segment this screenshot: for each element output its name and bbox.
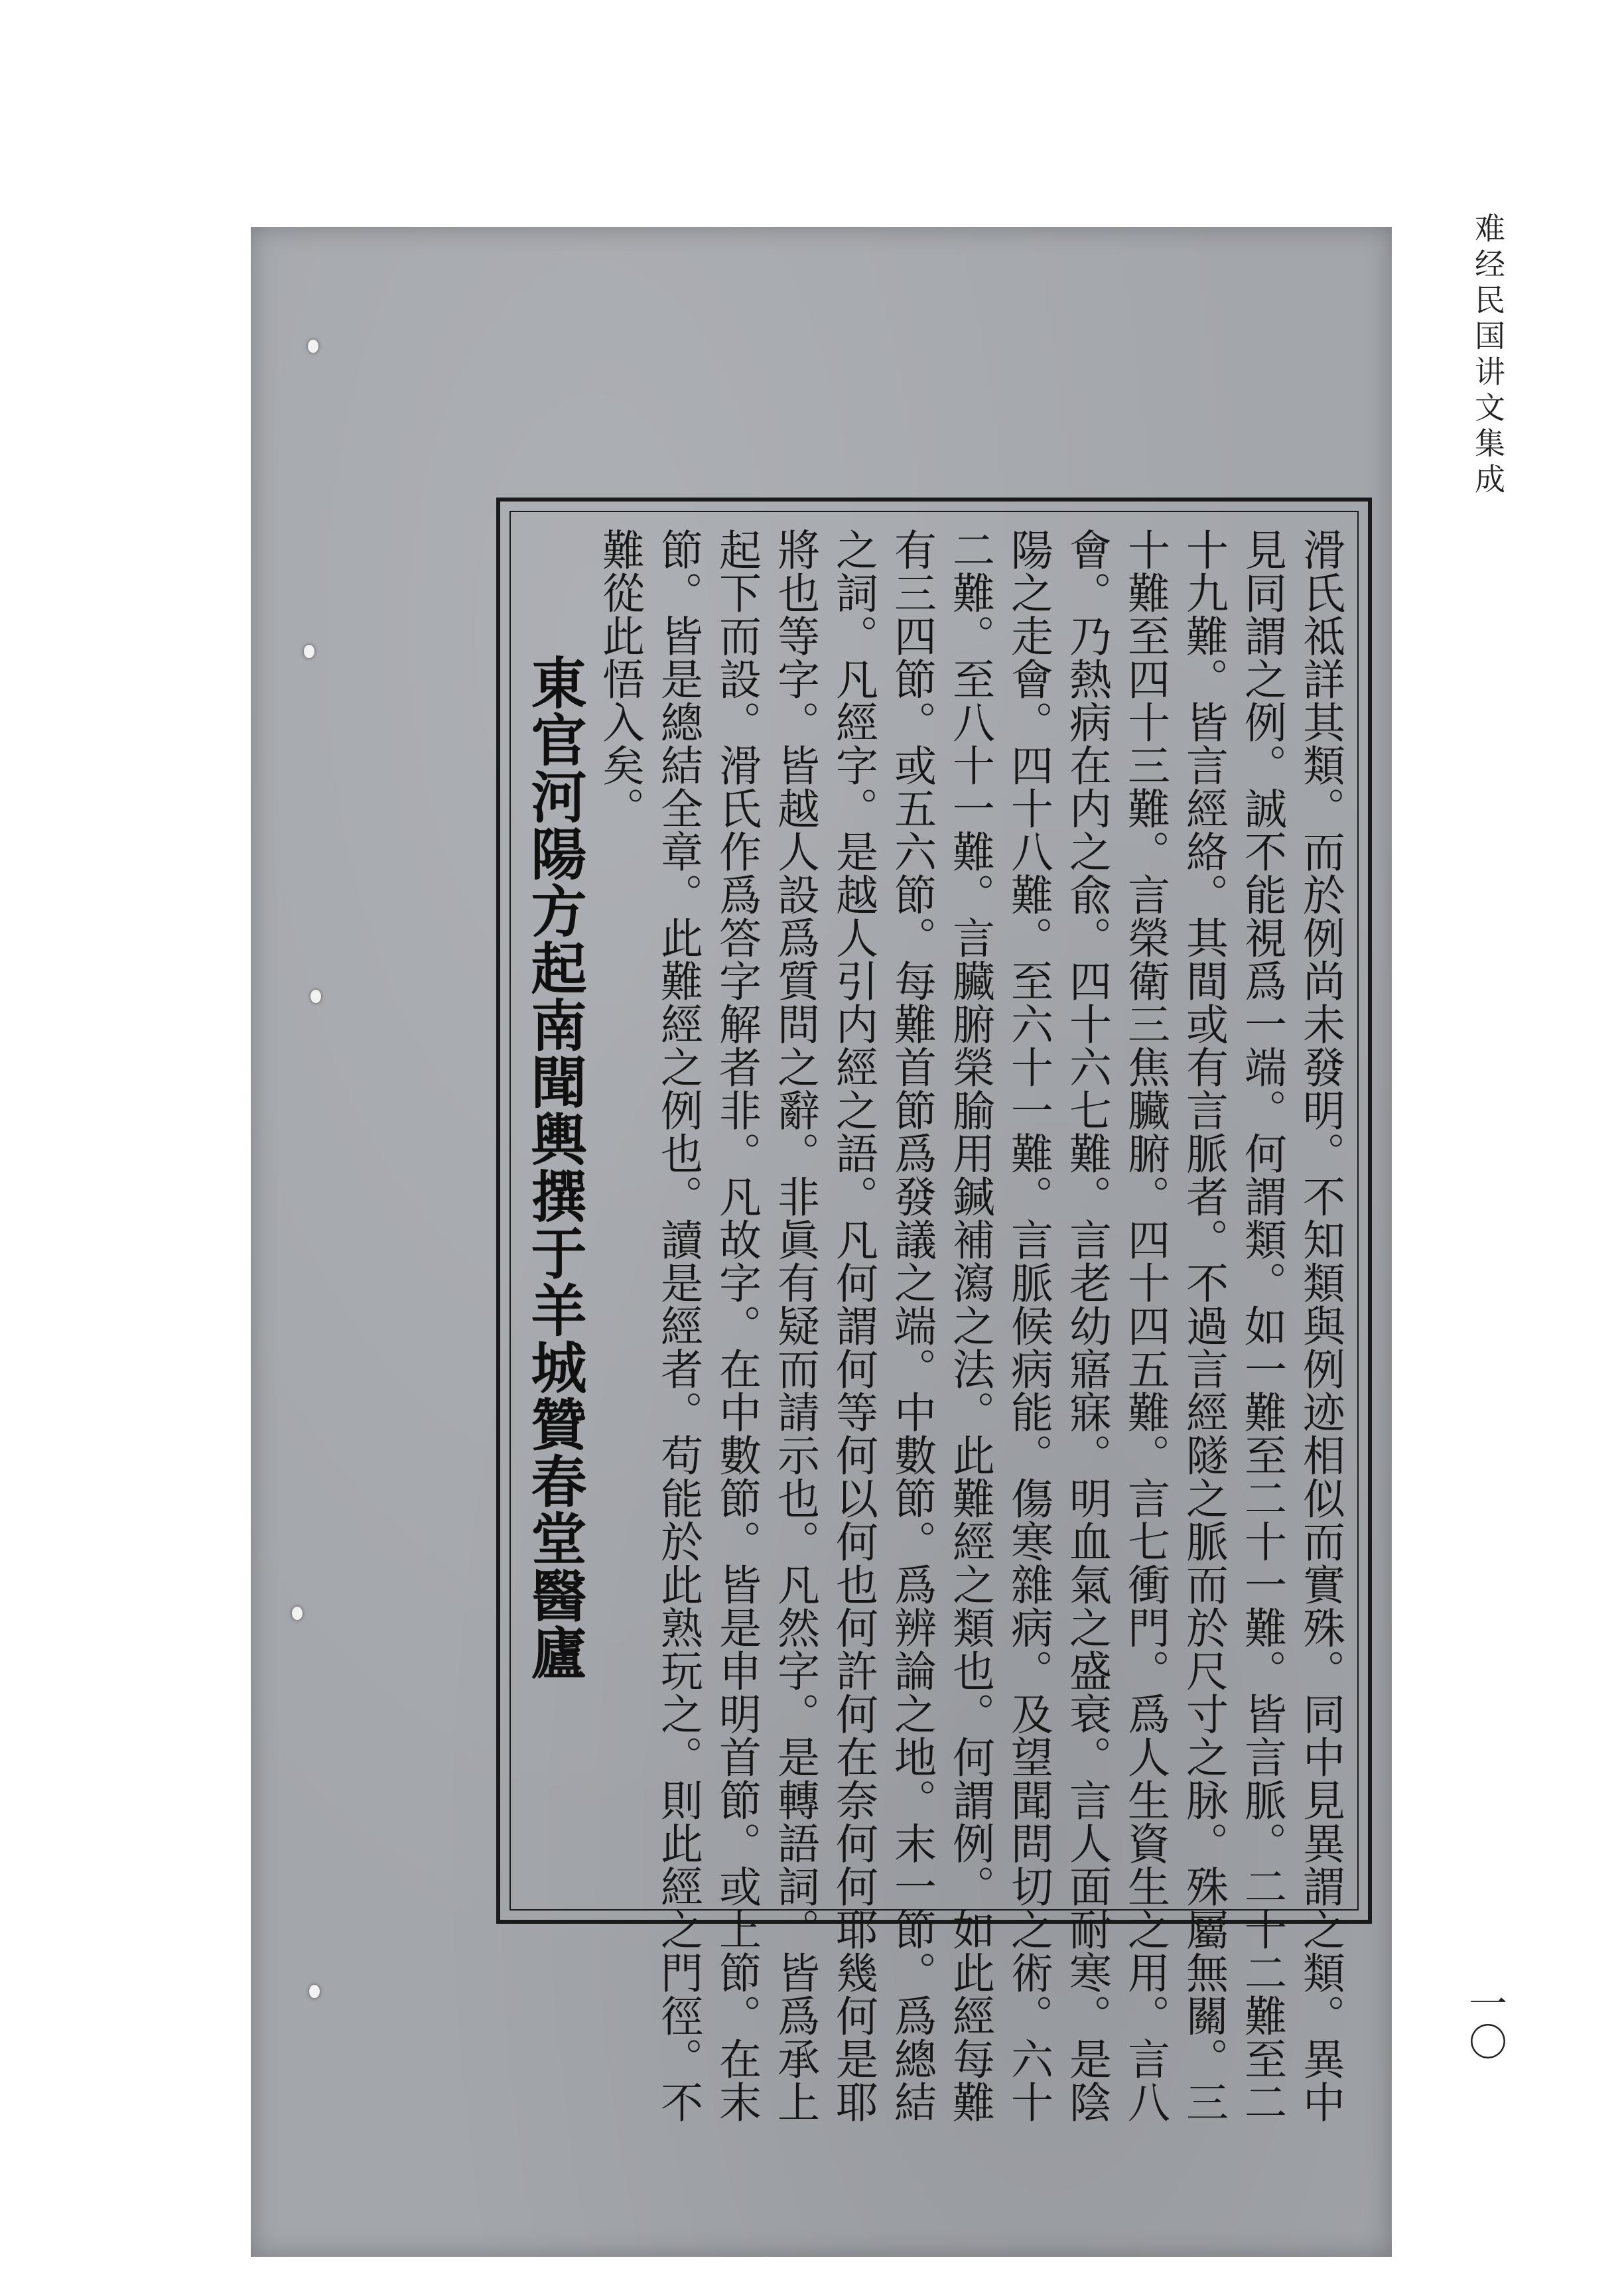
binding-hole — [292, 1607, 303, 1620]
author-attribution: 東官河陽方起南聞輿撰于羊城贊春堂醫廬 — [522, 654, 587, 1681]
text-column: 之詞。凡經字。是越人引内經之語。凡何謂何等何以何也何許何在奈何何耶幾何是耶 — [829, 528, 878, 2123]
text-column: 十難至四十三難。言榮衛三焦臟腑。四十四五難。言七衝門。爲人生資生之用。言八 — [1120, 528, 1170, 2123]
binding-hole — [309, 1985, 320, 1998]
text-column: 陽之走會。四十八難。至六十一難。言脈候病能。傷寒雜病。及望聞問切之術。六十 — [1004, 528, 1053, 2123]
text-column: 起下而設。滑氏作爲答字解者非。凡故字。在中數節。皆是申明首節。或上節。在末 — [712, 528, 761, 2123]
page-number: 一〇 — [1462, 1983, 1507, 2060]
text-column: 節。皆是總結全章。此難經之例也。讀是經者。苟能於此熟玩之。則此經之門徑。不 — [653, 528, 703, 2123]
binding-hole — [304, 645, 314, 658]
text-column: 有三四節。或五六節。每難首節爲發議之端。中數節。爲辨論之地。末一節。爲總結 — [887, 528, 936, 2123]
text-column: 滑氏祗詳其類。而於例尚未發明。不知類與例迹相似而實殊。同中見異謂之類。異中 — [1296, 528, 1345, 2123]
binding-hole — [310, 990, 321, 1003]
text-column: 二難。至八十一難。言臟腑榮腧用鍼補瀉之法。此難經之類也。何謂例。如此經每難 — [945, 528, 994, 2123]
text-columns — [522, 528, 1345, 2123]
running-header: 难经民国讲文集成 — [1470, 212, 1506, 499]
text-column: 見同謂之例。誠不能視爲一端。何謂類。如一難至二十一難。皆言脈。二十二難至二 — [1237, 528, 1286, 2123]
closing-text: 難從此悟入矣。 — [595, 528, 644, 830]
binding-hole — [308, 340, 318, 353]
text-frame — [496, 498, 1372, 2123]
text-column: 會。乃熱病在内之兪。四十六七難。言老幼寤寐。明血氣之盛衰。言人面耐寒。是陰 — [1062, 528, 1111, 2123]
text-column: 將也等字。皆越人設爲質問之辭。非眞有疑而請示也。凡然字。是轉語詞。皆爲承上 — [770, 528, 819, 2123]
text-column: 十九難。皆言經絡。其間或有言脈者。不過言經隧之脈而於尺寸之脉。殊屬無關。三 — [1179, 528, 1228, 2123]
